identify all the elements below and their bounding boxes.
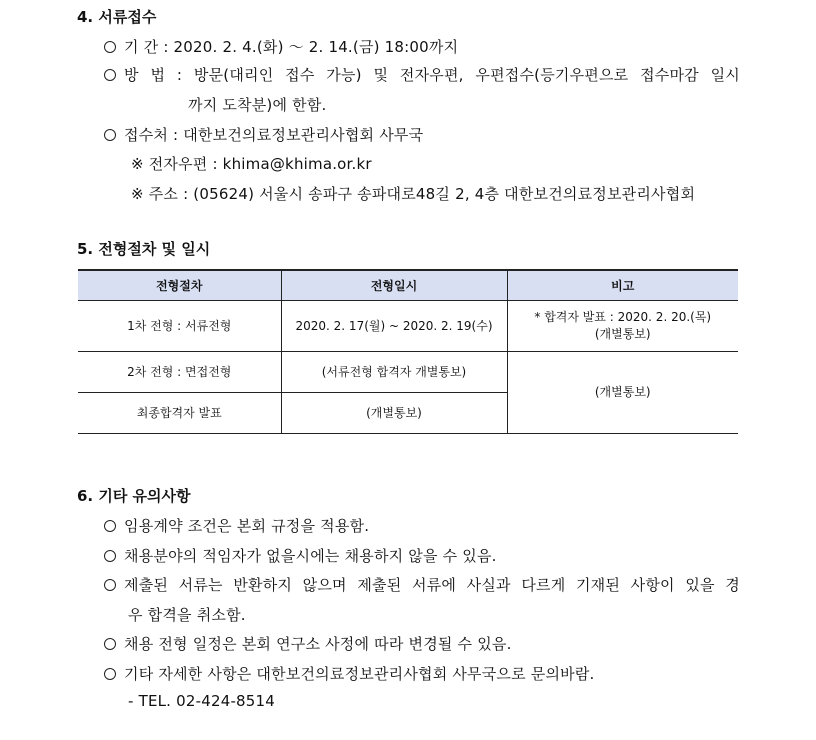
table-row <box>78 352 738 393</box>
circle-bullet-icon <box>104 520 116 532</box>
circle-bullet-icon <box>104 668 116 680</box>
circle-bullet-icon <box>104 69 116 81</box>
circle-bullet-icon <box>104 638 116 650</box>
list-item: 임용계약 조건은 본회 규정을 적용함. <box>104 515 369 536</box>
list-item: 채용분야의 적임자가 없을시에는 채용하지 않을 수 있음. <box>104 545 497 566</box>
row1-date: 2020. 2. 17(월) ~ 2020. 2. 19(수) <box>281 301 507 352</box>
table-header-note: 비고 <box>507 270 738 301</box>
address-note: ※ 주소 : (05624) 서울시 송파구 송파대로48길 2, 4층 대한보건의료정보관리사협회 <box>131 185 696 203</box>
list-item: 제출된 서류는 반환하지 않으며 제출된 서류에 사실과 다르게 기재된 사항이 있을 경 <box>104 574 740 595</box>
table-header-step: 전형절차 <box>78 270 281 301</box>
email-note: ※ 전자우편 : khima@khima.or.kr <box>131 155 372 173</box>
row3-step: 최종합격자 발표 <box>78 393 281 434</box>
table-row <box>78 301 738 352</box>
circle-bullet-icon <box>104 41 116 53</box>
method-text-line1: 방 법 : 방문(대리인 접수 가능) 및 전자우편, 우편접수(등기우편으로 접수마감 일시 <box>124 66 740 84</box>
method-text-line2: 까지 도착분)에 한함. <box>188 96 327 114</box>
row1-note <box>507 301 738 352</box>
circle-bullet-icon <box>104 579 116 591</box>
row1-note-line2: (개별통보) <box>594 327 651 341</box>
row2-date: (서류전형 합격자 개별통보) <box>281 352 507 393</box>
circle-bullet-icon <box>104 129 116 141</box>
method-item <box>104 64 740 85</box>
section-4-title: 4. 서류접수 <box>77 8 157 26</box>
list-item: 기타 자세한 사항은 대한보건의료정보관리사협회 사무국으로 문의바람. <box>104 663 595 684</box>
row1-note-line1: * 합격자 발표 : 2020. 2. 20.(목) <box>534 310 712 324</box>
office-text: 접수처 : 대한보건의료정보관리사협회 사무국 <box>124 126 424 144</box>
list-item: 채용 전형 일정은 본회 연구소 사정에 따라 변경될 수 있음. <box>104 633 512 654</box>
contact-phone: - TEL. 02-424-8514 <box>128 692 276 710</box>
section-5-title: 5. 전형절차 및 일시 <box>77 240 211 258</box>
office-item <box>104 124 423 145</box>
period-text: 기 간 : 2020. 2. 4.(화) ～ 2. 14.(금) 18:00까지 <box>124 38 459 56</box>
row2-note: (개별통보) <box>507 352 738 434</box>
circle-bullet-icon <box>104 550 116 562</box>
row1-step: 1차 전형 : 서류전형 <box>78 301 281 352</box>
section-6-title: 6. 기타 유의사항 <box>77 487 191 505</box>
table-header-date: 전형일시 <box>281 270 507 301</box>
row3-date: (개별통보) <box>281 393 507 434</box>
period-item <box>104 36 458 57</box>
row2-step: 2차 전형 : 면접전형 <box>78 352 281 393</box>
list-item-continuation: 우 합격을 취소함. <box>128 606 246 624</box>
table-header-row <box>78 270 738 301</box>
schedule-table <box>78 269 738 434</box>
